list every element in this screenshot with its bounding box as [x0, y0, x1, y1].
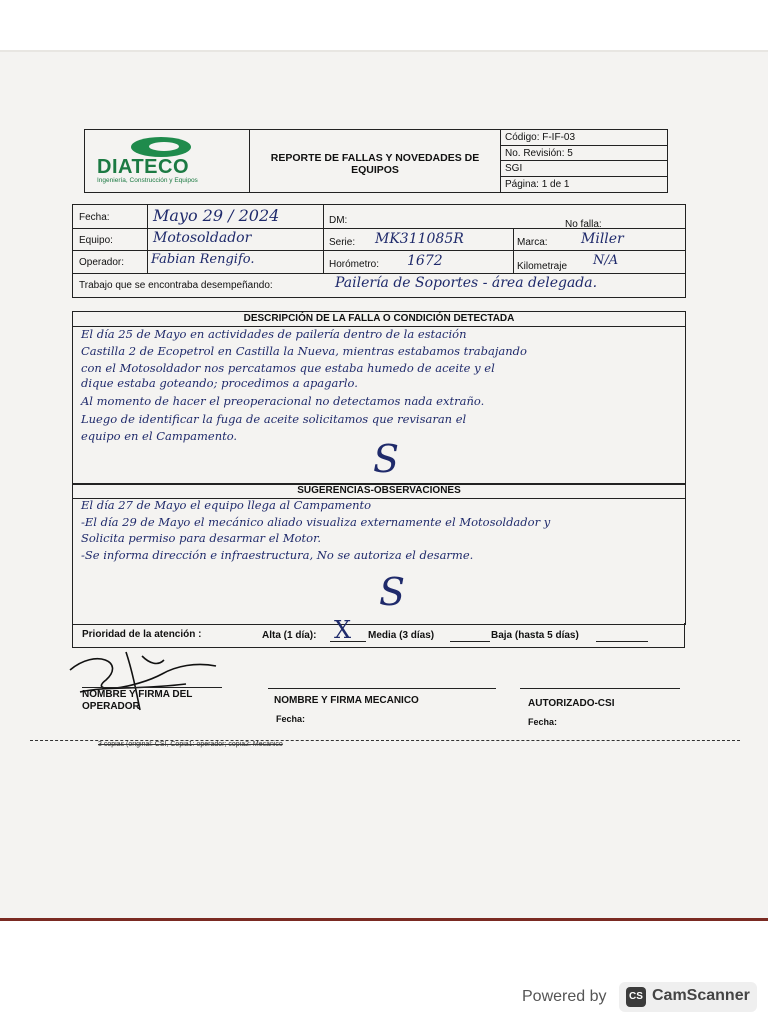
powered-by-text: Powered by — [522, 988, 607, 1005]
descripcion-end-mark: S — [373, 437, 400, 481]
logo-subtitle: Ingeniería, Construcción y Equipos — [97, 177, 198, 184]
equipo-value: Motosoldador — [153, 230, 252, 246]
prioridad-media: Media (3 días) — [368, 630, 435, 641]
firma-operador-label: NOMBRE Y FIRMA DEL OPERADOR — [82, 689, 193, 712]
sugerencias-title: SUGERENCIAS-OBSERVACIONES — [73, 484, 685, 499]
sugerencias-section — [72, 483, 686, 625]
equipo-label: Equipo: — [79, 235, 113, 246]
prioridad-baja: Baja (hasta 5 días) — [491, 630, 579, 641]
document-meta — [501, 130, 667, 192]
no-falla-label: No falla: — [565, 219, 602, 230]
sugerencias-line-2: -El día 29 de Mayo el mecánico aliado visualiza externamente el Motosoldador y — [81, 515, 551, 529]
trabajo-label: Trabajo que se encontraba desempeñando: — [79, 280, 273, 291]
sugerencias-end-mark: S — [379, 570, 406, 614]
equipment-info-table — [72, 204, 686, 298]
kilometraje-label: Kilometraje — [517, 261, 568, 272]
firma-mecanico-label: NOMBRE Y FIRMA MECANICO — [274, 695, 419, 706]
descripcion-line-2: Castilla 2 de Ecopetrol en Castilla la Nueva, mientras estabamos trabajando — [81, 344, 527, 358]
operador-value: Fabian Rengifo. — [151, 252, 255, 267]
document-title: REPORTE DE FALLAS Y NOVEDADES DE EQUIPOS — [270, 152, 480, 176]
prioridad-alta: Alta (1 día): — [262, 630, 317, 641]
codigo: Código: F-IF-03 — [501, 130, 667, 146]
descripcion-section — [72, 311, 686, 485]
descripcion-line-6: Luego de identificar la fuga de aceite solicitamos que revisaran el — [81, 412, 467, 426]
serie-label: Serie: — [329, 237, 356, 248]
prioridad-alta-mark: X — [334, 616, 352, 644]
descripcion-line-3: con el Motosoldador nos percatamos que estaba humedo de aceite y el — [81, 361, 495, 375]
kilometraje-value: N/A — [593, 253, 619, 268]
marca-value: Miller — [581, 231, 624, 247]
operador-label: Operador: — [79, 257, 125, 268]
dm-label: DM: — [329, 215, 348, 226]
company-logo — [85, 130, 250, 192]
descripcion-line-4: dique estaba goteando; procedimos a apagarlo. — [81, 376, 358, 390]
document-header — [84, 129, 668, 193]
sugerencias-line-1: El día 27 de Mayo el equipo llega al Campamento — [81, 498, 372, 512]
autorizado-fecha-label: Fecha: — [528, 717, 558, 727]
sugerencias-line-3: Solicita permiso para desarmar el Motor. — [81, 531, 321, 545]
descripcion-line-5: Al momento de hacer el preoperacional no detectamos nada extraño. — [81, 394, 485, 408]
sgi: SGI — [501, 161, 667, 177]
logo-emblem-icon — [131, 137, 191, 157]
trabajo-value: Pailería de Soportes - área delegada. — [335, 275, 598, 291]
descripcion-line-1: El día 25 de Mayo en actividades de pailería dentro de la estación — [81, 327, 467, 341]
logo-text: DIATECO — [97, 156, 190, 178]
mecanico-fecha-label: Fecha: — [276, 714, 306, 724]
camscanner-brand: CamScanner — [652, 987, 750, 1004]
serie-value: MK311085R — [375, 231, 464, 247]
sugerencias-line-4: -Se informa dirección e infraestructura, No se autoriza el desarme. — [81, 548, 474, 562]
pagina: Página: 1 de 1 — [505, 178, 570, 190]
horometro-label: Horómetro: — [329, 259, 380, 270]
horometro-value: 1672 — [407, 253, 443, 269]
footer-copies-note: 3 copias (original: CSI, Copia1: operador; copia2: Mecánico — [98, 741, 283, 748]
fecha-value: Mayo 29 / 2024 — [153, 206, 280, 225]
descripcion-line-7: equipo en el Campamento. — [81, 429, 238, 443]
autorizado-label: AUTORIZADO-CSI — [528, 698, 615, 709]
revision: No. Revisión: 5 — [501, 146, 667, 162]
marca-label: Marca: — [517, 237, 548, 248]
document-title-cell — [250, 130, 501, 192]
camscanner-logo-icon: CS — [626, 987, 646, 1007]
camscanner-badge — [619, 982, 757, 1012]
prioridad-label: Prioridad de la atención : — [82, 629, 202, 640]
fecha-label: Fecha: — [79, 212, 110, 223]
descripcion-title: DESCRIPCIÓN DE LA FALLA O CONDICIÓN DETECTADA — [73, 312, 685, 327]
